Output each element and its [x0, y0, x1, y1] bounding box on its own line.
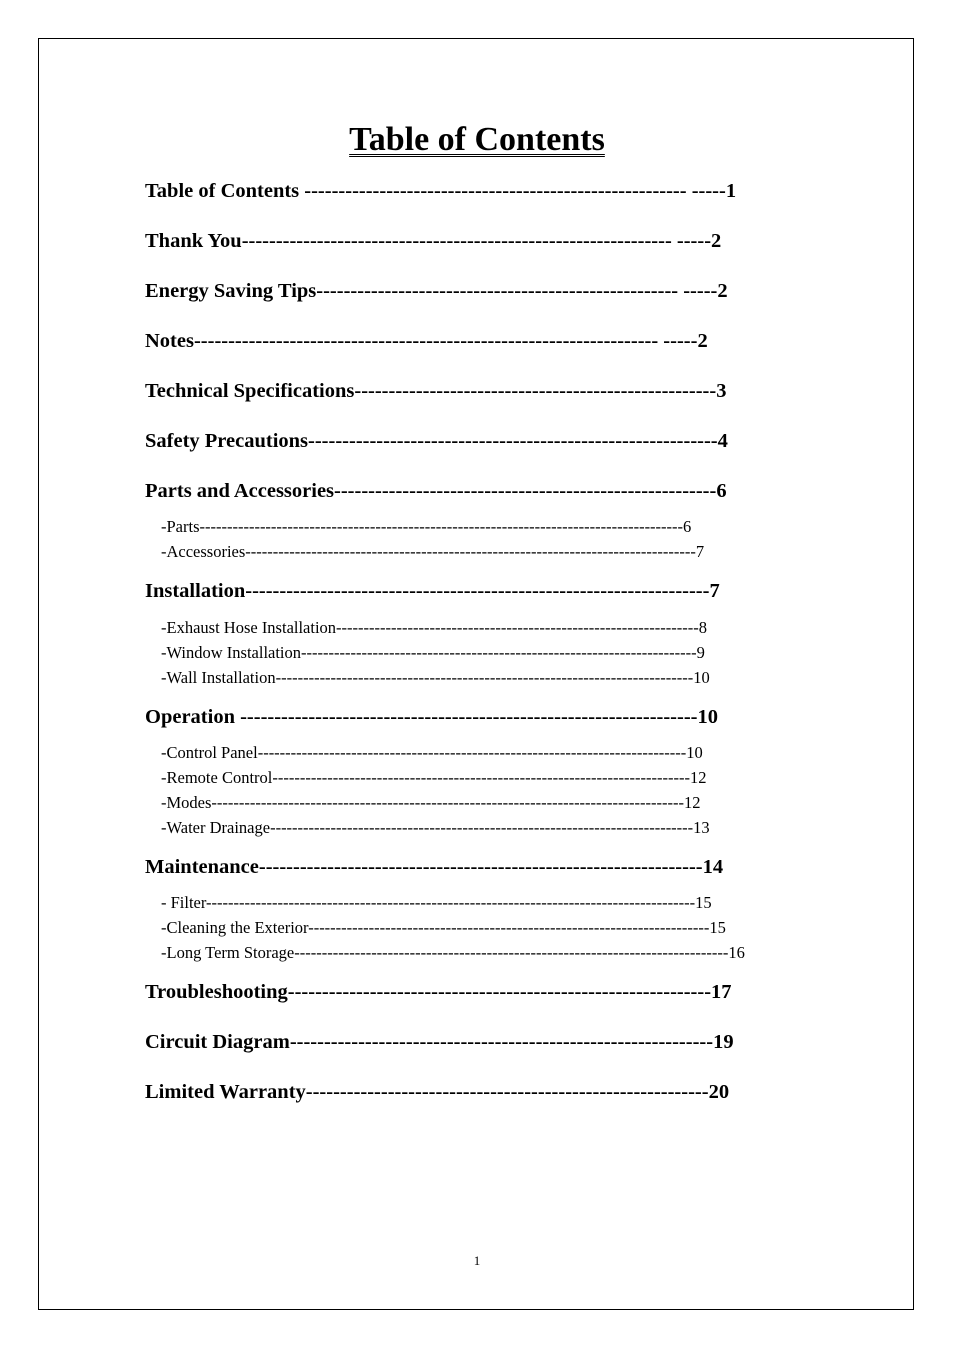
toc-label: Table of Contents	[145, 180, 305, 202]
toc-page: 6	[683, 517, 692, 536]
toc-label: -Window Installation	[161, 643, 302, 662]
toc-label: -Control Panel	[161, 743, 258, 762]
toc-label: -Exhaust Hose Installation	[161, 618, 337, 637]
toc-label: Limited Warranty	[145, 1081, 306, 1103]
toc-leader: -----------------------------------------------------------------	[258, 856, 703, 878]
toc-entry-limited-warranty[interactable]	[145, 1082, 729, 1103]
page-title-text: Table of Contents	[349, 121, 605, 158]
toc-label: Thank You	[145, 230, 242, 252]
toc-label: -Parts	[161, 517, 200, 536]
toc-leader: ----------------------------------------------------- -----	[316, 280, 718, 302]
toc-leader: --------------------------------------------------------------------------------------	[211, 793, 684, 812]
toc-label: Operation	[145, 706, 241, 728]
toc-page: 10	[697, 706, 718, 728]
toc-label: -Long Term Storage	[161, 943, 295, 962]
toc-subentry-exhaust-hose-installation[interactable]	[161, 620, 707, 637]
toc-leader: -------------------------------------------------------- -----	[304, 180, 726, 202]
toc-page: 17	[711, 981, 732, 1003]
toc-label: -Accessories	[161, 542, 246, 561]
toc-entry-technical-specifications[interactable]	[145, 381, 726, 402]
toc-page: 10	[686, 743, 703, 762]
toc-label: Safety Precautions	[145, 430, 309, 452]
toc-leader: ----------------------------------------------------------------------------------	[245, 542, 696, 561]
footer-page-number: 1	[473, 1253, 481, 1268]
page-title	[0, 120, 954, 161]
toc-page: 16	[728, 943, 745, 962]
toc-leader: ------------------------------------------------------------------------------	[257, 743, 687, 762]
toc-page: 12	[689, 768, 707, 787]
toc-page: 4	[717, 430, 728, 452]
toc-page: 19	[713, 1031, 734, 1053]
toc-subentry-modes[interactable]	[161, 795, 700, 812]
toc-entry-notes[interactable]	[145, 331, 708, 352]
toc-leader: ------------------------------------------------------------------	[336, 618, 699, 637]
toc-leader: -------------------------------------------------------------------- -----	[193, 330, 698, 352]
toc-page: 20	[708, 1081, 730, 1103]
toc-leader: ------------------------------------------------------------------------	[301, 643, 697, 662]
toc-entry-energy-saving-tips[interactable]	[145, 281, 728, 302]
toc-leader: ----------------------------------------------------------------------------	[275, 668, 694, 687]
toc-subentry-wall-installation[interactable]	[161, 670, 710, 687]
toc-leader: -----------------------------------------------------	[354, 380, 717, 402]
toc-leader: -----------------------------------------------------------	[305, 1081, 709, 1103]
toc-label: Installation	[145, 580, 246, 602]
toc-label: Troubleshooting	[145, 981, 288, 1003]
toc-subentry-cleaning-the-exterior[interactable]	[161, 920, 726, 937]
toc-leader: -------------------------------------------------------------------------------	[294, 943, 729, 962]
toc-label: Parts and Accessories	[145, 480, 335, 502]
toc-label: -Cleaning the Exterior	[161, 918, 309, 937]
toc-page: 9	[696, 643, 705, 662]
toc-label: Circuit Diagram	[145, 1031, 290, 1053]
toc-entry-operation[interactable]	[145, 707, 718, 728]
toc-page: 10	[693, 668, 710, 687]
toc-leader: --------------------------------------------------------------	[289, 1031, 714, 1053]
toc-leader: ----------------------------------------------------------------------------------------	[199, 517, 684, 536]
toc-subentry-control-panel[interactable]	[161, 745, 703, 762]
toc-label: Technical Specifications	[145, 380, 355, 402]
toc-entry-table-of-contents[interactable]	[145, 181, 736, 202]
toc-leader: ------------------------------------------------------------	[308, 430, 718, 452]
toc-label: Notes	[145, 330, 194, 352]
toc-label: Energy Saving Tips	[145, 280, 317, 302]
toc-entry-troubleshooting[interactable]	[145, 982, 732, 1003]
toc-leader: --------------------------------------------------------------------	[245, 580, 710, 602]
toc-page: 12	[683, 793, 701, 812]
toc-page: 2	[717, 280, 728, 302]
toc-label: -Remote Control	[161, 768, 273, 787]
toc-entry-safety-precautions[interactable]	[145, 431, 728, 452]
toc-page: 7	[709, 580, 720, 602]
toc-page: 2	[697, 330, 708, 352]
toc-entry-parts-and-accessories[interactable]	[145, 481, 727, 502]
toc-subentry-parts[interactable]	[161, 519, 691, 536]
toc-label: - Filter	[161, 893, 207, 912]
toc-subentry-window-installation[interactable]	[161, 645, 705, 662]
toc-page: 8	[698, 618, 707, 637]
toc-page: 6	[716, 480, 727, 502]
toc-page: 15	[695, 893, 712, 912]
toc-leader: -------------------------------------------------------------------	[240, 706, 698, 728]
toc-subentry-remote-control[interactable]	[161, 770, 706, 787]
toc-subentry-accessories[interactable]	[161, 544, 704, 561]
toc-page: 1	[725, 180, 737, 202]
toc-leader: -----------------------------------------------------------------------------------------	[206, 893, 696, 912]
toc-entry-thank-you[interactable]	[145, 231, 721, 252]
toc-subentry-long-term-storage[interactable]	[161, 945, 745, 962]
toc-entry-installation[interactable]	[145, 581, 720, 602]
toc-page: 2	[711, 230, 722, 252]
toc-page: 3	[716, 380, 727, 402]
toc-leader: ----------------------------------------------------------------------------	[272, 768, 690, 787]
toc-label: -Modes	[161, 793, 212, 812]
toc-leader: --------------------------------------------------------	[334, 480, 717, 502]
toc-label: -Wall Installation	[161, 668, 276, 687]
toc-leader: -------------------------------------------------------------------------	[308, 918, 710, 937]
toc-subentry-water-drainage[interactable]	[161, 820, 710, 837]
toc-label: Maintenance	[145, 856, 259, 878]
toc-page: 7	[695, 542, 705, 561]
toc-leader: --------------------------------------------------------------	[287, 981, 712, 1003]
toc-subentry-filter[interactable]	[161, 895, 712, 912]
toc-label: -Water Drainage	[161, 818, 271, 837]
toc-leader: -----------------------------------------------------------------------------	[270, 818, 694, 837]
toc-page: 15	[709, 918, 726, 937]
toc-page: 14	[702, 856, 724, 878]
toc-entry-maintenance[interactable]	[145, 857, 723, 878]
toc-page: 13	[693, 818, 710, 837]
toc-entry-circuit-diagram[interactable]	[145, 1032, 734, 1053]
toc-leader: --------------------------------------------------------------- -----	[241, 230, 712, 252]
